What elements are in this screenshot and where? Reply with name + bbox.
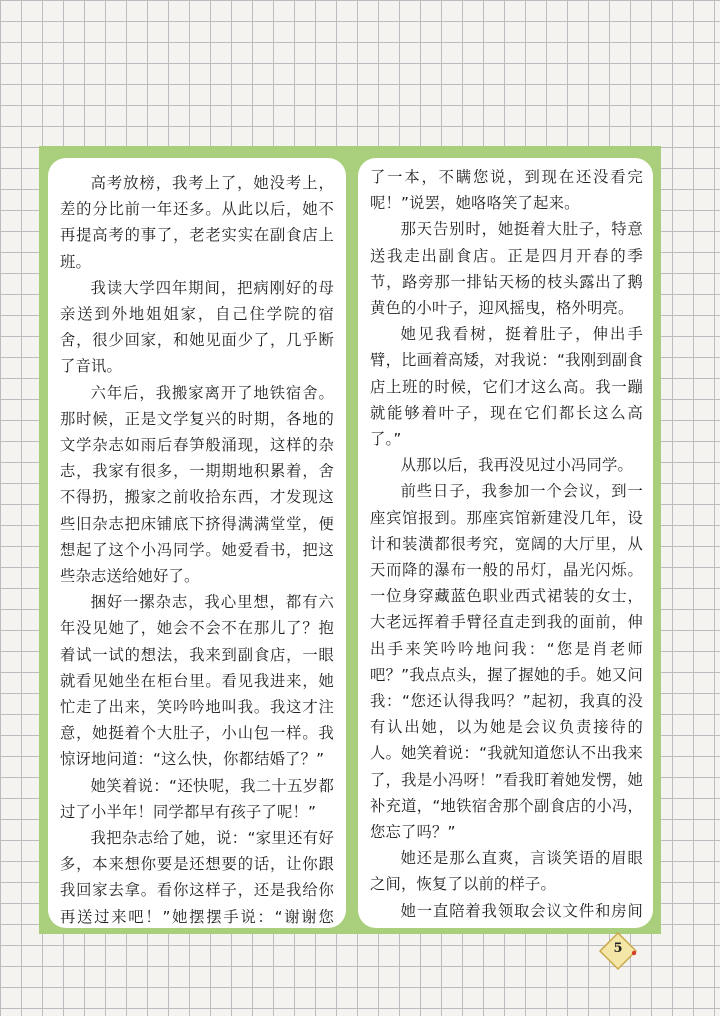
paragraph-continuation: 了一本，不瞒您说，到现在还没看完呢！”说罢，她咯咯笑了起来。 bbox=[370, 168, 643, 213]
paragraph: 我把杂志给了她，说：“家里还有好多，本来想你要是还想要的话，让你跟我回家去拿。看你这样子，还是我给你再送过来吧！”她摆摆手说：“谢谢您 bbox=[60, 829, 334, 926]
paragraph: 她一直陪着我领取会议文件和房间 bbox=[400, 901, 643, 920]
paragraph: 捆好一摞杂志，我心里想，都有六年没见她了，她会不会不在那儿了？抱着试一试的想法，我来到副食店，一眼就看见她坐在柜台里。看见我进来，她忙走了出来，笑吟吟地叫我。我这才注意，她挺着个大肚子，小山包一样。我惊讶地问道：“这么快，你都结婚了？” bbox=[60, 593, 334, 769]
right-column bbox=[358, 158, 653, 928]
paragraph: 她笑着说：“还快呢，我二十五岁都过了小半年！同学都早有孩子了呢！” bbox=[60, 776, 334, 821]
paragraph: 她还是那么直爽，言谈笑语的眉眼之间，恢复了以前的样子。 bbox=[370, 849, 643, 894]
paragraph: 六年后，我搬家离开了地铁宿舍。那时候，正是文学复兴的时期，各地的文学杂志如雨后春笋般涌现，这样的杂志，我家有很多，一期期地积累着，舍不得扔，搬家之前收拾东西，才发现这些旧杂志把床铺底下挤得满满堂堂，便想起了这个小冯同学。她爱看书，把这些杂志送给她好了。 bbox=[60, 383, 334, 586]
paragraph: 那天告别时，她挺着大肚子，特意送我走出副食店。正是四月开春的季节，路旁那一排钻天杨的枝头露出了鹅黄色的小叶子，迎风摇曳，格外明亮。 bbox=[370, 220, 643, 318]
paragraph: 从那以后，我再没见过小冯同学。 bbox=[400, 456, 634, 475]
page-number: 5 bbox=[613, 941, 623, 956]
paragraph: 她见我看树，挺着肚子，伸出手臂，比画着高矮，对我说：“我刚到副食店上班的时候，它们才这么高。我一蹦就能够着叶子，现在它们都长这么高了。” bbox=[370, 325, 643, 449]
page-number-badge bbox=[598, 931, 638, 971]
paragraph: 前些日子，我参加一个会议，到一座宾馆报到。那座宾馆新建没几年，设计和装潢都很考究，宽阔的大厅里，从天而降的瀑布一般的吊灯，晶光闪烁。一位身穿藏蓝色职业西式裙装的女士，大老远挥着手臂径直走到我的面前，伸出手来笑吟吟地问我：“您是肖老师吧？”我点点头，握了握她的手。她又问我：“您还认得我吗？”起初，我真的没有认出她，以为她是会议负责接待的人。她笑着说：“我就知道您认不出我来了，我是小冯呀！”看我盯着她发愣，她补充道，“地铁宿舍那个副食店的小冯，您忘了吗？” bbox=[370, 482, 643, 842]
left-column bbox=[48, 158, 346, 928]
paragraph: 我读大学四年期间，把病刚好的母亲送到外地姐姐家，自己住学院的宿舍，很少回家，和她见面少了，几乎断了音讯。 bbox=[60, 278, 334, 376]
paragraph: 高考放榜，我考上了，她没考上，差的分比前一年还多。从此以后，她不再提高考的事了，老老实实在副食店上班。 bbox=[60, 174, 334, 271]
